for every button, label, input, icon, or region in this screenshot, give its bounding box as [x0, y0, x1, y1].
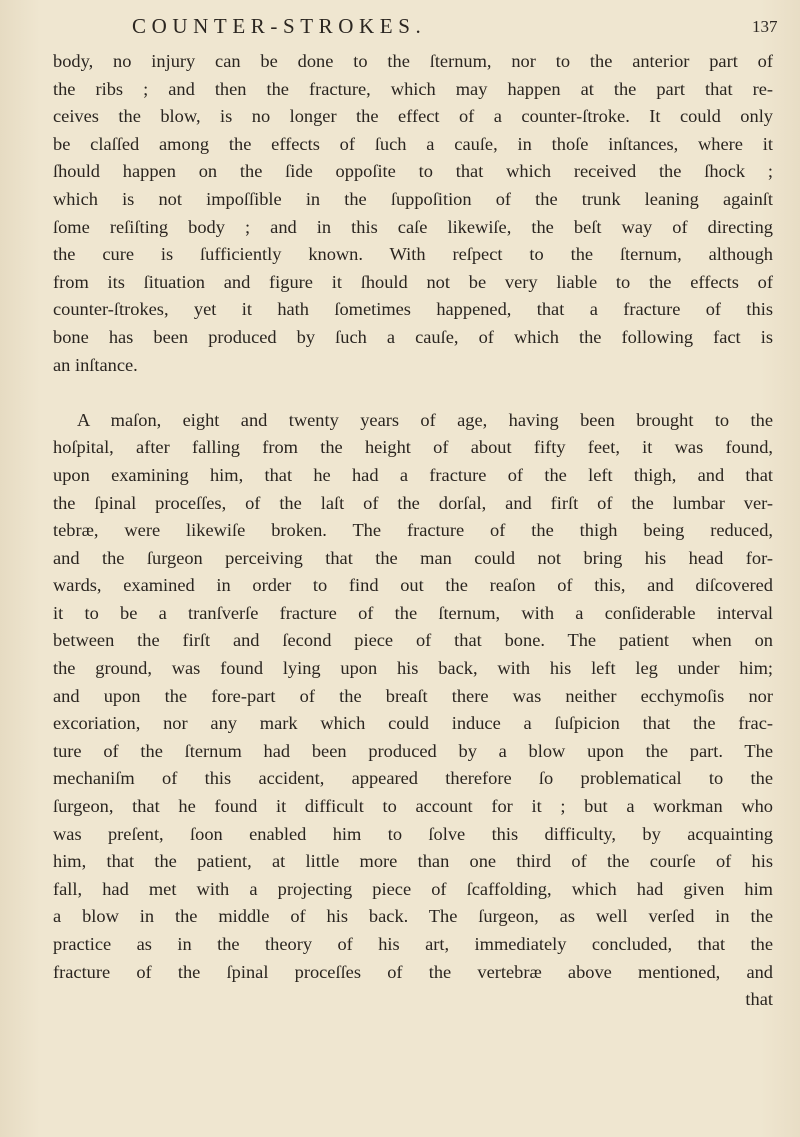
text-line: upon examining him, that he had a fracture of the left thigh, and that	[53, 464, 773, 485]
text-line: be claſſed among the effects of ſuch a cauſe, in thoſe inſtances, where it	[53, 133, 773, 154]
text-line: from its ſituation and figure it ſhould not be very liable to the effects of	[53, 271, 773, 292]
paragraph-gap	[53, 379, 773, 407]
text-line: ture of the ſternum had been produced by a blow upon the part. The	[53, 740, 773, 761]
body-text	[53, 48, 773, 1014]
text-line: mechaniſm of this accident, appeared therefore ſo problematical to the	[53, 768, 773, 789]
text-line: ceives the blow, is no longer the effect of a counter-ſtroke. It could only	[53, 106, 773, 127]
text-line: and upon the fore-part of the breaſt there was neither ecchymoſis nor	[53, 685, 773, 706]
text-line: between the firſt and ſecond piece of that bone. The patient when on	[53, 630, 773, 651]
text-line: it to be a tranſverſe fracture of the ſternum, with a conſiderable interval	[53, 602, 773, 623]
text-line: excoriation, nor any mark which could induce a ſuſpicion that the frac-	[53, 713, 773, 734]
text-line: A maſon, eight and twenty years of age, having been brought to the	[77, 409, 773, 430]
text-line: ſurgeon, that he found it difficult to account for it ; but a workman who	[53, 796, 773, 817]
text-line: tebræ, were likewiſe broken. The fracture of the thigh being reduced,	[53, 520, 773, 541]
catchword: that	[745, 989, 773, 1010]
running-title: COUNTER-STROKES.	[132, 14, 427, 38]
text-line: and the ſurgeon perceiving that the man could not bring his head for-	[53, 547, 773, 568]
text-line: the cure is ſufficiently known. With reſpect to the ſternum, although	[53, 244, 773, 265]
text-line: practice as in the theory of his art, immediately concluded, that the	[53, 934, 773, 954]
text-line: the ribs ; and then the fracture, which may happen at the part that re-	[53, 78, 773, 99]
text-line: body, no injury can be done to the ſternum, nor to the anterior part of	[53, 51, 773, 71]
text-line: fracture of the ſpinal proceſſes of the vertebræ above mentioned, and	[53, 961, 773, 982]
text-line: which is not impoſſible in the ſuppoſition of the trunk leaning againſt	[53, 188, 773, 209]
text-line: ſome reſiſting body ; and in this caſe likewiſe, the beſt way of directing	[53, 216, 773, 237]
text-line: bone has been produced by ſuch a cauſe, of which the following fact is	[53, 326, 773, 347]
text-line: the ground, was found lying upon his back, with his left leg under him;	[53, 658, 773, 679]
text-line: him, that the patient, at little more than one third of the courſe of his	[53, 851, 773, 872]
text-line: counter-ſtrokes, yet it hath ſometimes happened, that a fracture of this	[53, 299, 773, 320]
text-line: fall, had met with a projecting piece of ſcaffolding, which had given him	[53, 878, 773, 899]
text-line: an inſtance.	[53, 354, 138, 375]
text-line: ſhould happen on the ſide oppoſite to that which received the ſhock ;	[53, 161, 773, 182]
text-line: hoſpital, after falling from the height of about fifty feet, it was found,	[53, 437, 773, 458]
text-line: was preſent, ſoon enabled him to ſolve this difficulty, by acquainting	[53, 823, 773, 844]
text-line: a blow in the middle of his back. The ſurgeon, as well verſed in the	[53, 906, 773, 927]
running-head	[0, 14, 800, 44]
text-line: the ſpinal proceſſes, of the laſt of the dorſal, and firſt of the lumbar ver-	[53, 492, 773, 513]
page-number: 137	[752, 17, 778, 36]
text-line: wards, examined in order to find out the reaſon of this, and diſcovered	[53, 575, 773, 596]
